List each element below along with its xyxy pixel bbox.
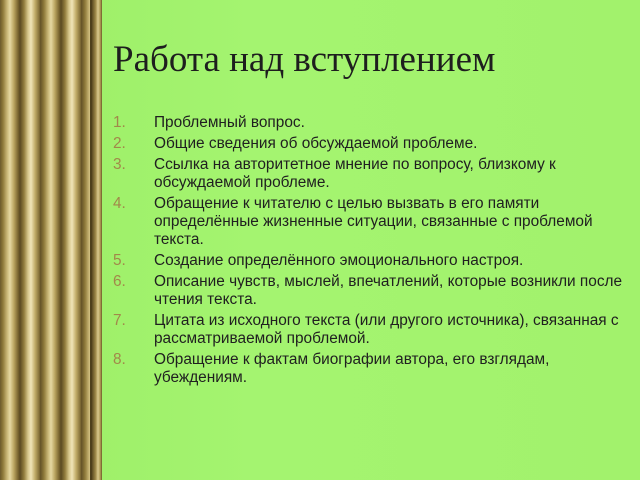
list-item-text: Описание чувств, мыслей, впечатлений, которые возникли после чтения текста. [154,273,623,308]
list-item [113,252,625,270]
list-item [113,114,625,132]
list-item-text: Цитата из исходного текста (или другого источника), связанная с рассматриваемой проблемой. [154,312,619,347]
list-item [113,351,625,387]
slide-title: Работа над вступлением [113,39,496,80]
list-item-number: 6. [113,273,126,290]
list-item [113,312,625,348]
list-item-text: Проблемный вопрос. [154,114,305,131]
list-item-number: 8. [113,351,126,368]
list-item-text: Общие сведения об обсуждаемой проблеме. [154,135,478,152]
list-item-text: Обращение к фактам биографии автора, его взглядам, убеждениям. [154,351,550,386]
list-item-text: Создание определённого эмоционального настроя. [154,252,524,269]
list-item-number: 5. [113,252,126,269]
list-item [113,135,625,153]
list-item-number: 3. [113,156,126,173]
list-item [113,195,625,249]
decorative-column-edge [92,0,102,480]
list-item-text: Ссылка на авторитетное мнение по вопросу, близкому к обсуждаемой проблеме. [154,156,556,191]
list-item-number: 2. [113,135,126,152]
list-item [113,156,625,192]
list-item [113,273,625,309]
list-item-text: Обращение к читателю с целью вызвать в его памяти определённые жизненные ситуации, связанные с проблемой текста. [154,195,593,248]
list-item-number: 4. [113,195,126,212]
decorative-column [0,0,92,480]
numbered-list [113,114,625,390]
list-item-number: 1. [113,114,126,131]
list-item-number: 7. [113,312,126,329]
